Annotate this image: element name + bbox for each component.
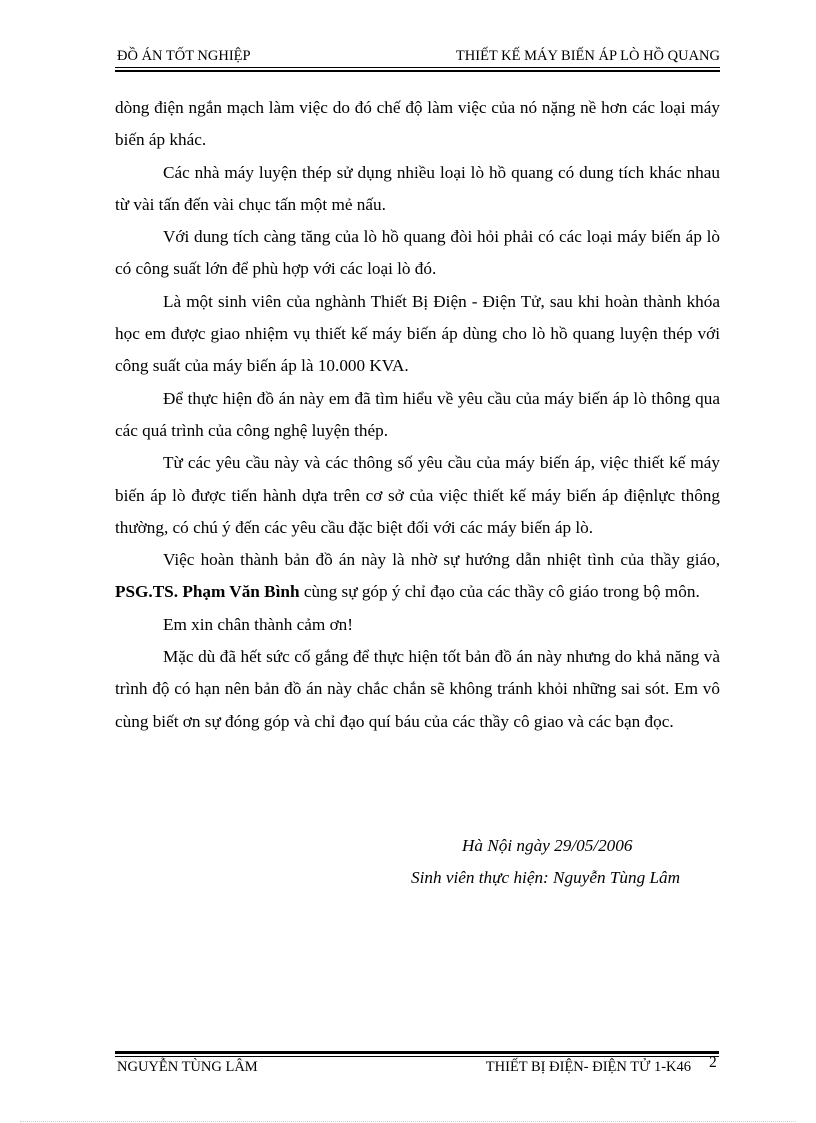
signature-date-text: Hà Nội ngày 29/05/2006 <box>462 836 633 855</box>
signature-author-text: Sinh viên thực hiện: Nguyễn Tùng Lâm <box>411 868 681 887</box>
header-rule-thin <box>115 67 720 68</box>
thanks-after: cùng sự góp ý chỉ đạo của các thầy cô giáo trong bộ môn. <box>299 582 700 602</box>
paragraph-thanks <box>115 544 720 609</box>
paragraph-3: Với dung tích càng tăng của lò hồ quang đòi hỏi phải có các loại máy biến áp lò có công suất lớn để phù hợp với các loại lò đó. <box>115 227 720 279</box>
header-left-title: ĐỒ ÁN TỐT NGHIỆP <box>117 48 251 64</box>
footer-department: THIẾT BỊ ĐIỆN- ĐIỆN TỬ 1-K46 <box>485 1059 691 1075</box>
footer-author: NGUYỄN TÙNG LÂM <box>117 1059 258 1075</box>
page-header <box>115 48 720 70</box>
advisor-name: PSG.TS. Phạm Văn Bình <box>115 582 300 602</box>
page-footer <box>115 1051 719 1081</box>
paragraph-closing: Em xin chân thành cảm ơn! <box>163 614 353 634</box>
document-body <box>115 92 720 738</box>
footer-rule-thick <box>115 1051 719 1054</box>
header-rule-thick <box>115 70 720 72</box>
page-edge-divider <box>20 1121 796 1122</box>
paragraph-1: dòng điện ngắn mạch làm việc do đó chế độ làm việc của nó nặng nề hơn các loại máy biến áp khác. <box>115 98 720 150</box>
page-number: 2 <box>709 1054 717 1071</box>
paragraph-5: Để thực hiện đồ án này em đã tìm hiểu về yêu cầu của máy biến áp lò thông qua các quá trình của công nghệ luyện thép. <box>115 388 720 440</box>
paragraph-4: Là một sinh viên của nghành Thiết Bị Điện - Điện Tử, sau khi hoàn thành khóa học em được giao nhiệm vụ thiết kế máy biến áp dùng cho lò hồ quang luyện thép với công suất của máy biến áp là 10.000 KVA. <box>115 291 720 376</box>
paragraph-final: Mặc dù đã hết sức cố gắng để thực hiện tốt bản đồ án này nhưng do khả năng và trình độ có hạn nên bản đồ án này chắc chắn sẽ không tránh khỏi những sai sót. Em vô cùng biết ơn sự đóng góp và chỉ đạo quí báu của các thầy cô giao và các bạn đọc. <box>115 647 720 731</box>
paragraph-2: Các nhà máy luyện thép sử dụng nhiều loại lò hồ quang có dung tích khác nhau từ vài tấn đến vài chục tấn một mẻ nấu. <box>115 162 720 214</box>
paragraph-6: Từ các yêu cầu này và các thông số yêu cầu của máy biến áp, việc thiết kế máy biến áp lò được tiến hành dựa trên cơ sở của việc thiết kế máy biến áp điệnlực thông thường, có chú ý đến các yêu cầu đặc biệt đối với các máy biến áp lò. <box>115 453 720 537</box>
thanks-before: Việc hoàn thành bản đồ án này là nhờ sự hướng dẫn nhiệt tình của thầy giáo, <box>163 550 720 570</box>
footer-rule-thin <box>115 1056 719 1057</box>
header-right-title: THIẾT KẾ MÁY BIẾN ÁP LÒ HỒ QUANG <box>455 48 720 64</box>
